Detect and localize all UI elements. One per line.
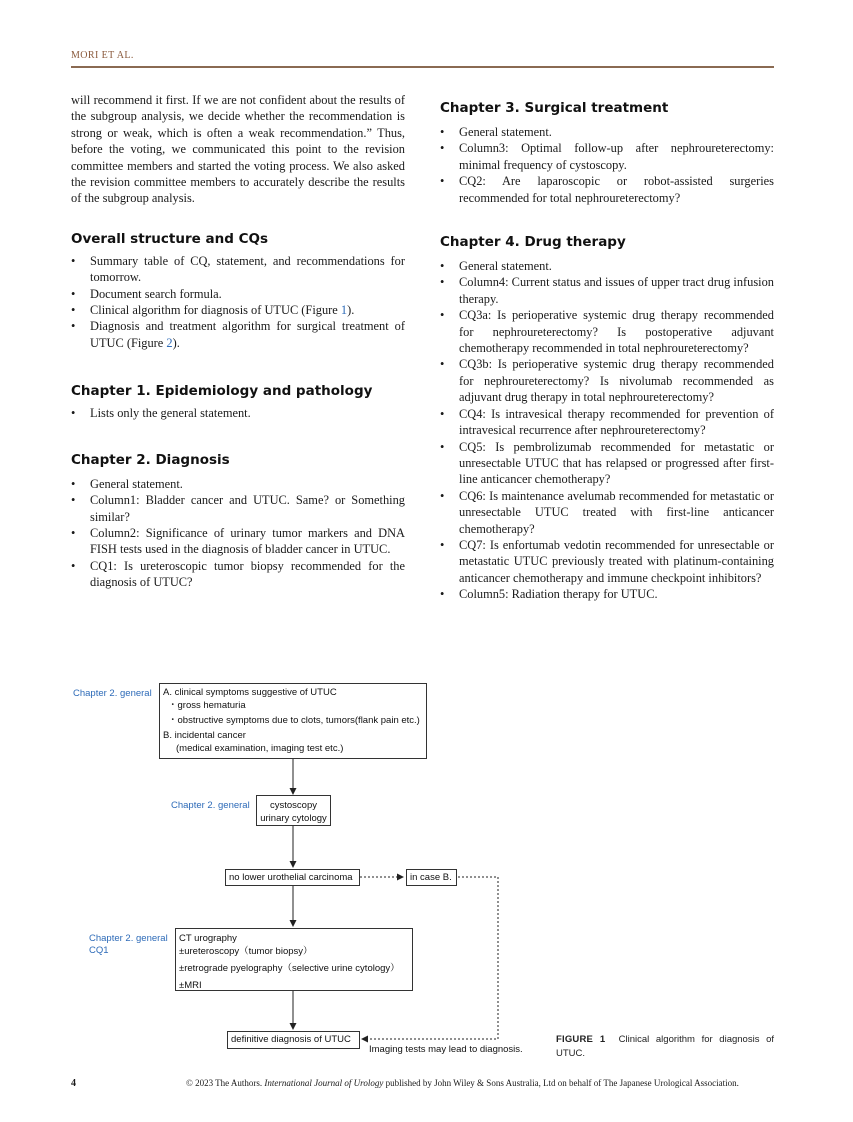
definitive-diagnosis-box: definitive diagnosis of UTUC (227, 1031, 360, 1049)
label-line: Chapter 2. general (89, 933, 168, 944)
intro-paragraph: will recommend it first. If we are not confident about the results of the subgroup analysis, we decide whether the recommendation is strong or weak, which is often a weak recommendation.” Thus, before the voting, we communicated this point to the revision committee members and started the voting process. We also asked the revision committee members to accurately describe the results of the subgroup analysis. (71, 93, 405, 206)
section-title-ch4: Chapter 4. Drug therapy (440, 234, 626, 251)
chapter-label-3 (89, 933, 175, 957)
list-item: • Column3: Optimal follow-up after nephroureterectomy: minimal frequency of cystoscopy. (440, 140, 774, 173)
no-lower-urothelial-box: no lower urothelial carcinoma (225, 869, 360, 886)
caption-text: Clinical algorithm for diagnosis of UTUC. (556, 1034, 774, 1059)
box-line: B. incidental cancer (163, 730, 246, 741)
list-item: • Column2: Significance of urinary tumor markers and DNA FISH tests used in the diagnosis of bladder cancer in UTUC. (71, 525, 405, 558)
list-item: • CQ2: Are laparoscopic or robot-assisted surgeries recommended for total nephroureterectomy? (440, 173, 774, 206)
cystoscopy-box (256, 795, 331, 826)
list-item: • Column4: Current status and issues of upper tract drug infusion therapy. (440, 274, 774, 307)
box-line: ±MRI (179, 980, 202, 991)
section-title-ch2: Chapter 2. Diagnosis (71, 451, 230, 468)
imaging-note: Imaging tests may lead to diagnosis. (369, 1044, 523, 1055)
page-number: 4 (71, 1078, 76, 1089)
list-item: • CQ6: Is maintenance avelumab recommended for metastatic or unresectable UTUC treated with first-line anticancer chemotherapy? (440, 488, 774, 537)
box-line: ・gross hematuria (168, 700, 246, 711)
list-item: • CQ3a: Is perioperative systemic drug therapy recommended for nephroureterectomy? Is postoperative adjuvant chemotherapy recommended in total nephroureterectomy? (440, 307, 774, 356)
section-title-ch1: Chapter 1. Epidemiology and pathology (71, 383, 373, 400)
list-item: • Column5: Radiation therapy for UTUC. (440, 586, 774, 602)
clinical-symptoms-box (159, 683, 427, 759)
chapter-label-2: Chapter 2. general (171, 800, 250, 811)
case-b-box: in case B. (406, 869, 457, 886)
journal-name: International Journal of Urology (264, 1078, 384, 1088)
list-item: • Clinical algorithm for diagnosis of UTUC (Figure 1). (71, 302, 405, 318)
section-title-ch3: Chapter 3. Surgical treatment (440, 100, 669, 116)
box-line: A. clinical symptoms suggestive of UTUC (163, 687, 337, 698)
ct-urography-box (175, 928, 413, 991)
list-item: • General statement. (71, 476, 405, 492)
copyright-text: © 2023 The Authors. (186, 1078, 263, 1088)
caption-label: FIGURE 1 (556, 1034, 606, 1045)
section-title-overall: Overall structure and CQs (71, 230, 268, 247)
list-item: • Document search formula. (71, 286, 405, 302)
list-item: • Column1: Bladder cancer and UTUC. Same? or Something similar? (71, 492, 405, 525)
list-item: • CQ1: Is ureteroscopic tumor biopsy recommended for the diagnosis of UTUC? (71, 558, 405, 591)
list-item: • CQ3b: Is perioperative systemic drug therapy recommended for nephroureterectomy? Is nivolumab recommended as adjuvant drug therapy in total nephroureterectomy? (440, 356, 774, 405)
list-item: • CQ4: Is intravesical therapy recommended for prevention of intravesical recurrence after nephroureterectomy? (440, 406, 774, 439)
list-item: • Diagnosis and treatment algorithm for surgical treatment of UTUC (Figure 2). (71, 318, 405, 351)
label-line: CQ1 (89, 945, 109, 956)
list-item: • General statement. (440, 258, 774, 274)
box-line: ・obstructive symptoms due to clots, tumors(flank pain etc.) (168, 715, 420, 726)
box-line: cystoscopy (270, 800, 317, 811)
figure-caption (556, 1033, 774, 1061)
chapter-label-1: Chapter 2. general (73, 688, 152, 699)
running-head: MORI ET AL. (71, 50, 134, 61)
box-line: (medical examination, imaging test etc.) (176, 743, 344, 754)
list-item: • CQ5: Is pembrolizumab recommended for metastatic or unresectable UTUC that has relapsed or progressed after first-line anticancer chemotherapy? (440, 439, 774, 488)
list-item: • Lists only the general statement. (71, 405, 405, 421)
box-line: CT urography (179, 933, 237, 944)
list-item: • General statement. (440, 124, 774, 140)
list-item: • CQ7: Is enfortumab vedotin recommended for unresectable or metastatic UTUC previously treated with platinum-containing anticancer chemotherapy and immune checkpoint inhibitors? (440, 537, 774, 586)
box-line: ±retrograde pyelography（selective urine cytology） (179, 963, 400, 974)
box-line: ±ureteroscopy（tumor biopsy） (179, 946, 313, 957)
box-line: urinary cytology (260, 813, 327, 824)
list-item: • Summary table of CQ, statement, and recommendations for tomorrow. (71, 253, 405, 286)
copyright-line (186, 1078, 774, 1088)
copyright-text: published by John Wiley & Sons Australia, Ltd on behalf of The Japanese Urological Association. (385, 1078, 739, 1088)
